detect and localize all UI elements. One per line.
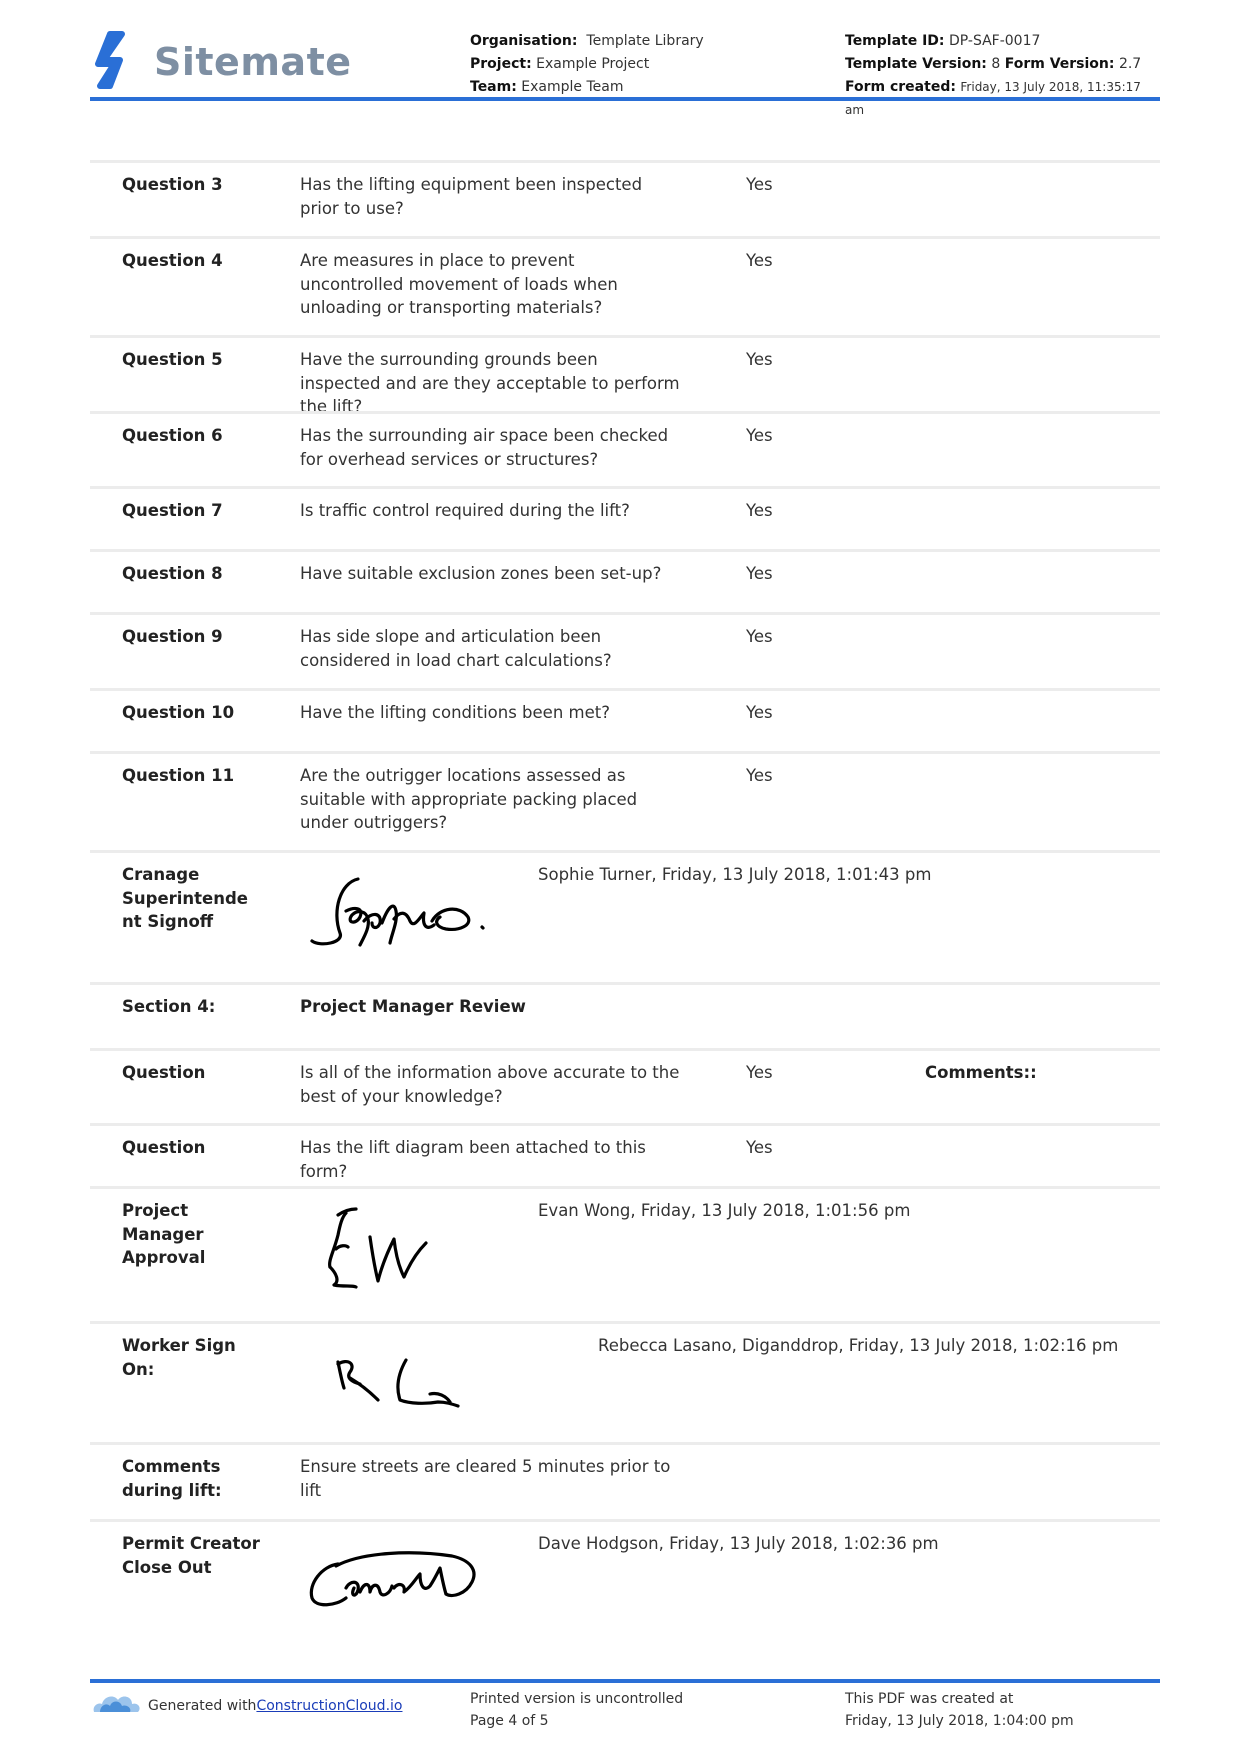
sitemate-logo-icon xyxy=(90,30,138,94)
row-question: Has the lift diagram been attached to this form? xyxy=(300,1138,646,1181)
row-question: Is traffic control required during the lift? xyxy=(300,501,630,520)
signoff-row-worker xyxy=(90,1321,1160,1442)
row-answer: Yes xyxy=(746,501,773,520)
template-id-label: Template ID: xyxy=(845,33,945,49)
row-question: Are the outrigger locations assessed as suitable with appropriate packing placed under outriggers? xyxy=(300,766,638,832)
organisation-label: Organisation: xyxy=(470,33,578,49)
row-answer: Yes xyxy=(746,251,773,270)
section-label: Section 4: xyxy=(122,997,216,1016)
signoff-signed-by: Sophie Turner, Friday, 13 July 2018, 1:01:43 pm xyxy=(538,865,932,884)
row-question: Have the surrounding grounds been inspected and are they acceptable to perform the lift? xyxy=(300,350,680,416)
project-value: Example Project xyxy=(536,56,650,72)
created-value: Friday, 13 July 2018, 1:04:00 pm xyxy=(845,1713,1074,1729)
row-answer: Yes xyxy=(746,350,773,369)
table-row xyxy=(90,549,1160,612)
signature-evan-wong xyxy=(322,1205,452,1295)
row-answer: Yes xyxy=(746,1063,773,1082)
row-question: Have the lifting conditions been met? xyxy=(300,703,610,722)
signoff-label: Worker Sign On: xyxy=(122,1336,236,1379)
form-created-label: Form created: xyxy=(845,79,956,95)
row-answer: Yes xyxy=(746,766,773,785)
row-question: Has side slope and articulation been considered in load chart calculations? xyxy=(300,627,612,670)
row-label: Question 10 xyxy=(122,703,235,722)
team-value: Example Team xyxy=(521,79,624,95)
row-label: Question xyxy=(122,1063,206,1082)
table-row xyxy=(90,236,1160,335)
form-version-value: 2.7 xyxy=(1118,56,1142,72)
project-label: Project: xyxy=(470,56,532,72)
row-label: Question 7 xyxy=(122,501,223,520)
row-label: Question 8 xyxy=(122,564,223,583)
template-id-value: DP-SAF-0017 xyxy=(948,33,1041,49)
row-label: Question 6 xyxy=(122,426,223,445)
signoff-label: Project Manager Approval xyxy=(122,1201,206,1267)
table-row xyxy=(90,1048,1160,1123)
row-comment-text: Ensure streets are cleared 5 minutes prior to lift xyxy=(300,1457,671,1500)
row-label: Comments during lift: xyxy=(122,1457,222,1500)
row-question: Has the lifting equipment been inspected prior to use? xyxy=(300,175,643,218)
row-label: Question 5 xyxy=(122,350,223,369)
row-label: Question 11 xyxy=(122,766,235,785)
template-version-label: Template Version: xyxy=(845,56,987,72)
signoff-signed-by: Rebecca Lasano, Diganddrop, Friday, 13 July 2018, 1:02:16 pm xyxy=(598,1336,1119,1355)
row-question: Has the surrounding air space been checked for overhead services or structures? xyxy=(300,426,669,469)
row-answer: Yes xyxy=(746,564,773,583)
row-answer: Yes xyxy=(746,703,773,722)
form-created-value: Friday, 13 July 2018, 11:35:17 am xyxy=(845,80,1141,117)
table-row xyxy=(90,612,1160,688)
table-row xyxy=(90,160,1160,236)
table-row xyxy=(90,751,1160,850)
header-divider xyxy=(90,97,1160,101)
signature-sophie-turner xyxy=(310,871,500,956)
generated-prefix: Generated with xyxy=(148,1697,257,1714)
footer-created-info xyxy=(845,1688,1074,1732)
brand-name: Sitemate xyxy=(154,40,352,84)
team-label: Team: xyxy=(470,79,517,95)
signature-rebecca-lasano xyxy=(334,1354,474,1414)
section-title: Project Manager Review xyxy=(300,997,526,1016)
signoff-label: Permit Creator Close Out xyxy=(122,1534,260,1577)
signature-dave-hodgson xyxy=(302,1542,482,1622)
signoff-row-cranage xyxy=(90,850,1160,982)
signoff-row-permit-close xyxy=(90,1519,1160,1631)
page-header xyxy=(90,28,1160,117)
signoff-signed-by: Dave Hodgson, Friday, 13 July 2018, 1:02:36 pm xyxy=(538,1534,939,1553)
template-version-value: 8 xyxy=(991,56,1001,72)
created-prefix: This PDF was created at xyxy=(845,1691,1014,1707)
row-comments-label: Comments:: xyxy=(925,1063,1037,1082)
form-rows xyxy=(90,160,1160,1631)
footer-divider xyxy=(90,1679,1160,1683)
table-row xyxy=(90,335,1160,416)
row-label: Question 9 xyxy=(122,627,223,646)
cloud-icon xyxy=(90,1688,148,1723)
printed-notice: Printed version is uncontrolled xyxy=(470,1691,684,1707)
row-answer: Yes xyxy=(746,1138,773,1157)
table-row xyxy=(90,688,1160,751)
footer-print-info xyxy=(470,1688,683,1732)
row-question: Have suitable exclusion zones been set-up? xyxy=(300,564,662,583)
row-answer: Yes xyxy=(746,426,773,445)
row-answer: Yes xyxy=(746,175,773,194)
table-row xyxy=(90,1123,1160,1186)
row-label: Question xyxy=(122,1138,206,1157)
header-meta-right xyxy=(845,30,1160,122)
comments-row xyxy=(90,1442,1160,1519)
table-row xyxy=(90,411,1160,486)
signoff-signed-by: Evan Wong, Friday, 13 July 2018, 1:01:56 pm xyxy=(538,1201,911,1220)
row-question: Is all of the information above accurate to the best of your knowledge? xyxy=(300,1063,680,1106)
form-version-label: Form Version: xyxy=(1004,56,1115,72)
section-header-row xyxy=(90,982,1160,1048)
row-label: Question 4 xyxy=(122,251,223,270)
footer-generated xyxy=(90,1688,402,1723)
organisation-value: Template Library xyxy=(586,33,704,49)
row-question: Are measures in place to prevent uncontrolled movement of loads when unloading or transporting materials? xyxy=(300,251,618,317)
table-row xyxy=(90,486,1160,549)
signoff-label: Cranage Superintende nt Signoff xyxy=(122,865,248,931)
brand-logo xyxy=(90,30,352,94)
page-number: Page 4 of 5 xyxy=(470,1713,549,1729)
row-label: Question 3 xyxy=(122,175,223,194)
header-meta-left xyxy=(470,30,704,99)
row-answer: Yes xyxy=(746,627,773,646)
constructioncloud-link[interactable]: ConstructionCloud.io xyxy=(256,1697,403,1714)
signoff-row-pm-approval xyxy=(90,1186,1160,1321)
